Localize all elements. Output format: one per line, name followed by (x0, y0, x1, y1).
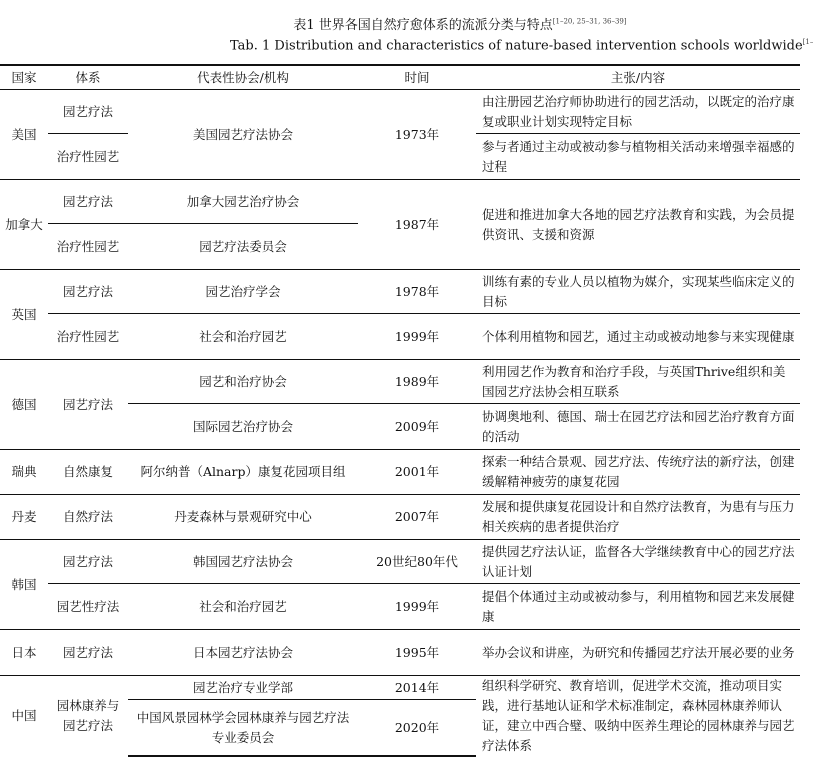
cell-country-uk: 英国 (0, 270, 48, 360)
cell-content-se: 探索一种结合景观、园艺疗法、传统疗法的新疗法，创建缓解精神疲劳的康复花园 (476, 450, 800, 495)
cell-system-us-2: 治疗性园艺 (48, 134, 128, 180)
cell-content-uk-2: 个体利用植物和园艺，通过主动或被动地参与来实现健康 (476, 314, 800, 360)
cell-org-uk-2: 社会和治疗园艺 (128, 314, 358, 360)
caption-en-text: Tab. 1 Distribution and characteristics of nature-based intervention schools worldwide (230, 38, 803, 54)
cell-content-dk: 发展和提供康复花园设计和自然疗法教育，为患有与压力相关疾病的患者提供治疗 (476, 495, 800, 540)
table-row-dk (0, 495, 800, 540)
cell-content-kr-1: 提供园艺疗法认证，监督各大学继续教育中心的园艺疗法认证计划 (476, 540, 800, 584)
cell-content-us-2: 参与者通过主动或被动参与植物相关活动来增强幸福感的过程 (476, 134, 800, 180)
cell-country-us: 美国 (0, 90, 48, 180)
cell-content-de-1: 利用园艺作为教育和治疗手段，与英国Thrive组织和美国园艺疗法协会相互联系 (476, 360, 800, 404)
caption-cn-text: 表1 世界各国自然疗愈体系的流派分类与特点 (293, 18, 553, 33)
table-row-cn-1 (0, 676, 800, 700)
cell-org-kr-2: 社会和治疗园艺 (128, 584, 358, 630)
header-system: 体系 (48, 65, 128, 90)
cell-country-ca: 加拿大 (0, 180, 48, 270)
cell-time-cn-1: 2014年 (358, 676, 476, 700)
cell-country-jp: 日本 (0, 630, 48, 676)
cell-system-ca-2: 治疗性园艺 (48, 224, 128, 270)
cell-org-ca-2: 园艺疗法委员会 (128, 224, 358, 270)
caption-en-refs: [1– (802, 38, 813, 46)
cell-content-uk-1: 训练有素的专业人员以植物为媒介，实现某些临床定义的目标 (476, 270, 800, 314)
table-row-us-1 (0, 90, 800, 134)
cell-country-kr: 韩国 (0, 540, 48, 630)
cell-org-de-2: 国际园艺治疗协会 (128, 404, 358, 450)
cell-system-se: 自然康复 (48, 450, 128, 495)
cell-country-dk: 丹麦 (0, 495, 48, 540)
cell-time-dk: 2007年 (358, 495, 476, 540)
cell-country-se: 瑞典 (0, 450, 48, 495)
cell-time-jp: 1995年 (358, 630, 476, 676)
header-country: 国家 (0, 65, 48, 90)
table-row-uk-1 (0, 270, 800, 314)
cell-time-kr-2: 1999年 (358, 584, 476, 630)
cell-org-dk: 丹麦森林与景观研究中心 (128, 495, 358, 540)
cell-system-us-1: 园艺疗法 (48, 90, 128, 134)
table-header-row (0, 65, 800, 90)
cell-content-us-1: 由注册园艺治疗师协助进行的园艺活动，以既定的治疗康复或职业计划实现特定目标 (476, 90, 800, 134)
header-time: 时间 (358, 65, 476, 90)
cell-system-de: 园艺疗法 (48, 360, 128, 450)
cell-country-de: 德国 (0, 360, 48, 450)
cell-content-cn: 组织科学研究、教育培训，促进学术交流，推动项目实践，进行基地认证和学术标准制定，森林园林康养师认证，建立中西合璧、吸纳中医养生理论的园林康养与园艺疗法体系 (476, 676, 800, 757)
table-row-jp (0, 630, 800, 676)
cell-system-jp: 园艺疗法 (48, 630, 128, 676)
cell-time-de-1: 1989年 (358, 360, 476, 404)
cell-content-de-2: 协调奥地利、德国、瑞士在园艺疗法和园艺治疗教育方面的活动 (476, 404, 800, 450)
table-row-de-1 (0, 360, 800, 404)
cell-system-ca-1: 园艺疗法 (48, 180, 128, 224)
header-content: 主张/内容 (476, 65, 800, 90)
cell-system-kr-2: 园艺性疗法 (48, 584, 128, 630)
table-caption-en (230, 38, 813, 54)
cell-time-se: 2001年 (358, 450, 476, 495)
cell-time-us: 1973年 (358, 90, 476, 180)
cell-org-ca-1: 加拿大园艺治疗协会 (128, 180, 358, 224)
table-row-kr-1 (0, 540, 800, 584)
cell-country-cn: 中国 (0, 676, 48, 757)
table-caption-cn (120, 14, 800, 33)
cell-system-uk-1: 园艺疗法 (48, 270, 128, 314)
cell-org-de-1: 园艺和治疗协会 (128, 360, 358, 404)
cell-time-uk-1: 1978年 (358, 270, 476, 314)
table-row-uk-2 (0, 314, 800, 360)
cell-org-se: 阿尔纳普（Alnarp）康复花园项目组 (128, 450, 358, 495)
cell-content-ca: 促进和推进加拿大各地的园艺疗法教育和实践，为会员提供资讯、支援和资源 (476, 180, 800, 270)
cell-org-cn-2: 中国风景园林学会园林康养与园艺疗法专业委员会 (128, 700, 358, 756)
cell-org-uk-1: 园艺治疗学会 (128, 270, 358, 314)
cell-org-jp: 日本园艺疗法协会 (128, 630, 358, 676)
header-organization: 代表性协会/机构 (128, 65, 358, 90)
cell-content-jp: 举办会议和讲座，为研究和传播园艺疗法开展必要的业务 (476, 630, 800, 676)
cell-time-de-2: 2009年 (358, 404, 476, 450)
table-row-se (0, 450, 800, 495)
cell-system-dk: 自然疗法 (48, 495, 128, 540)
cell-system-uk-2: 治疗性园艺 (48, 314, 128, 360)
cell-time-ca: 1987年 (358, 180, 476, 270)
cell-org-cn-1: 园艺治疗专业学部 (128, 676, 358, 700)
cell-time-uk-2: 1999年 (358, 314, 476, 360)
cell-time-cn-2: 2020年 (358, 700, 476, 756)
cell-system-kr-1: 园艺疗法 (48, 540, 128, 584)
cell-content-kr-2: 提倡个体通过主动或被动参与，利用植物和园艺来发展健康 (476, 584, 800, 630)
cell-time-kr-1: 20世纪80年代 (358, 540, 476, 584)
caption-cn-refs: [1–20, 25–31, 36–39] (552, 17, 627, 26)
cell-org-us: 美国园艺疗法协会 (128, 90, 358, 180)
cell-org-kr-1: 韩国园艺疗法协会 (128, 540, 358, 584)
school-distribution-table (0, 64, 800, 757)
table-row-ca-1 (0, 180, 800, 224)
cell-system-cn: 园林康养与园艺疗法 (48, 676, 128, 757)
table-row-kr-2 (0, 584, 800, 630)
